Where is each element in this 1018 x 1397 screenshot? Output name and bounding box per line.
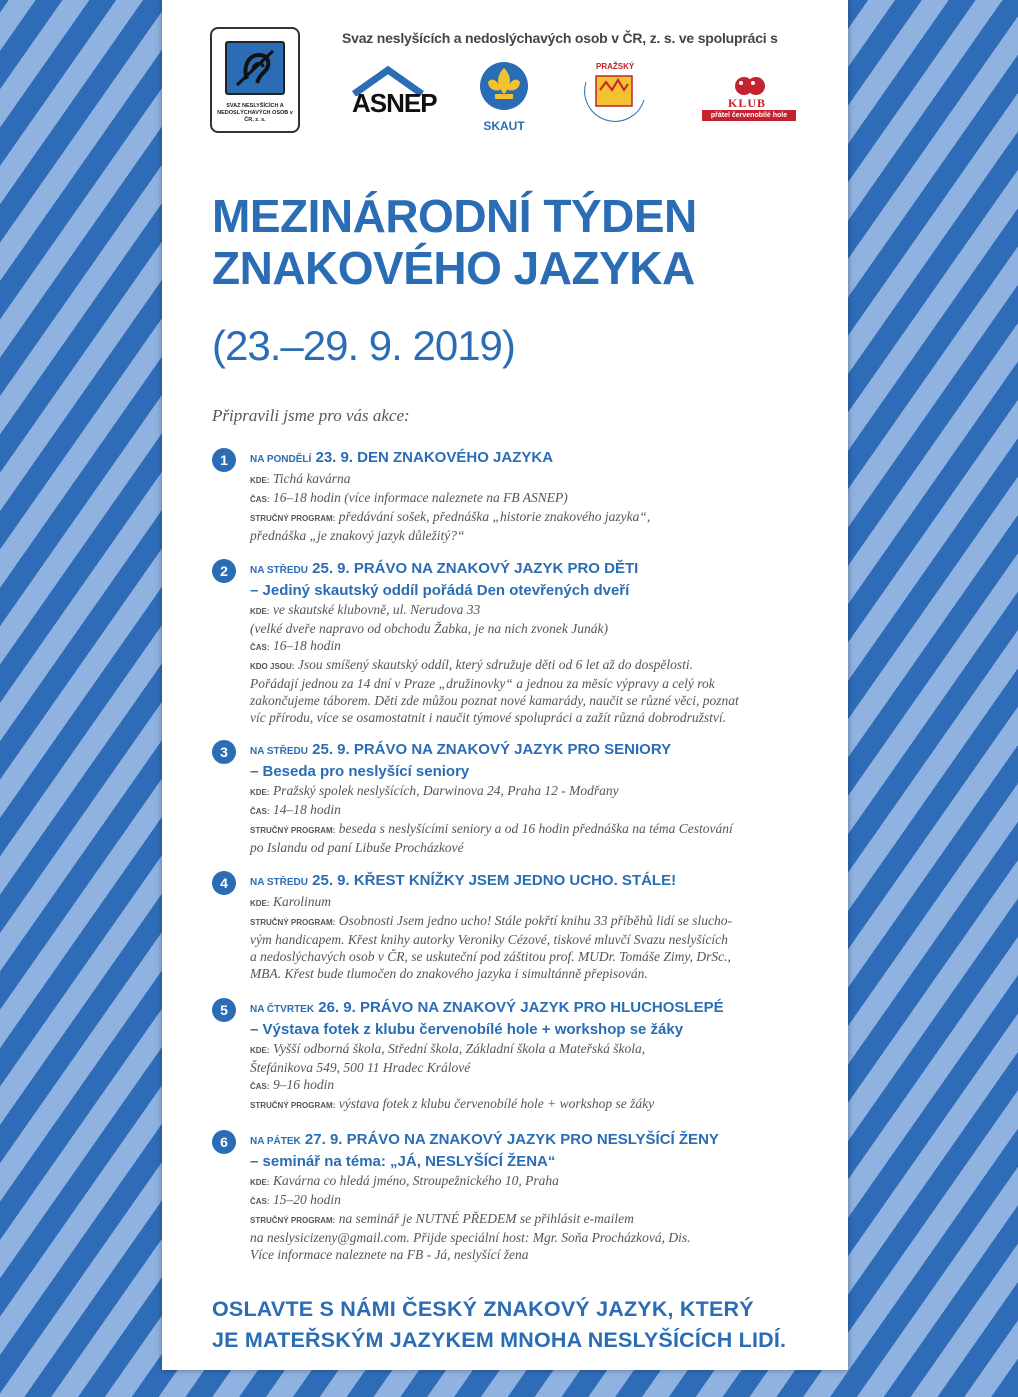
- event-body: [250, 871, 812, 982]
- event-detail-line: [250, 820, 812, 839]
- klub-bar: přátel červenobílé hole: [702, 110, 796, 121]
- event-detail-label: KDE:: [250, 607, 270, 616]
- svaz-logo: [210, 27, 300, 133]
- event-detail-line: [250, 637, 812, 656]
- event-item: [212, 1130, 812, 1263]
- event-heading: [250, 871, 812, 893]
- event-detail-line: [250, 709, 812, 726]
- event-heading-main: 23. 9. DEN ZNAKOVÉHO JAZYKA: [315, 449, 554, 466]
- prazsky-spolek-logo: [578, 60, 652, 134]
- event-detail-line: [250, 1191, 812, 1210]
- klub-wordmark: KLUB: [728, 96, 767, 110]
- event-detail-label: KDO JSOU:: [250, 662, 295, 671]
- event-detail-line: [250, 948, 812, 965]
- event-day: NA ČTVRTEK: [250, 1004, 315, 1015]
- skaut-logo: [476, 60, 532, 133]
- asnep-logo: [350, 66, 437, 124]
- event-detail-text: ve skautské klubovně, ul. Nerudova 33: [272, 602, 481, 617]
- event-detail-text: Karolinum: [272, 894, 331, 909]
- event-detail-line: [250, 508, 812, 527]
- event-heading: [250, 448, 812, 470]
- event-detail-label: ČAS:: [250, 1082, 270, 1091]
- event-item: [212, 448, 812, 544]
- event-detail-label: ČAS:: [250, 495, 270, 504]
- event-heading-main: 25. 9. PRÁVO NA ZNAKOVÝ JAZYK PRO DĚTI: [312, 560, 639, 577]
- event-detail-text: (velké dveře napravo od obchodu Žabka, je na nich zvonek Junák): [250, 621, 609, 636]
- event-detail-text: 9–16 hodin: [272, 1077, 335, 1092]
- event-detail-label: STRUČNÝ PROGRAM:: [250, 1101, 336, 1110]
- event-detail-label: KDE:: [250, 1046, 270, 1055]
- event-detail-line: [250, 782, 812, 801]
- hearing-loop-icon: [225, 41, 285, 95]
- event-number-badge: 4: [212, 871, 236, 895]
- event-detail-line: [250, 470, 812, 489]
- event-detail-label: STRUČNÝ PROGRAM:: [250, 826, 336, 835]
- asnep-wordmark: ASNEP: [352, 88, 437, 118]
- event-detail-line: [250, 656, 812, 675]
- event-subheading: – Beseda pro neslyšící seniory: [250, 763, 470, 780]
- event-number-badge: 6: [212, 1130, 236, 1154]
- event-detail-line: [250, 912, 812, 931]
- event-detail-text: zakončujeme táborem. Děti zde můžou poznat nové kamarády, naučit se různé věci, poznat: [250, 693, 739, 708]
- event-detail-line: [250, 1210, 812, 1229]
- partner-line: Svaz neslyšících a nedoslýchavých osob v ČR, z. s. ve spolupráci s: [342, 30, 778, 46]
- event-detail-text: Kavárna co hledá jméno, Stroupežnického 10, Praha: [272, 1173, 559, 1188]
- event-body: [250, 998, 812, 1114]
- event-heading-main: 25. 9. KŘEST KNÍŽKY JSEM JEDNO UCHO. STÁLE!: [312, 872, 677, 889]
- event-detail-text: beseda s neslyšícími seniory a od 16 hodin přednáška na téma Cestování: [338, 821, 733, 836]
- event-detail-line: [250, 489, 812, 508]
- event-detail-label: ČAS:: [250, 643, 270, 652]
- event-day: NA PÁTEK: [250, 1136, 301, 1147]
- prague-castle-icon: [578, 60, 652, 134]
- event-day: NA STŘEDU: [250, 565, 308, 576]
- event-detail-line: [250, 1095, 812, 1114]
- event-detail-line: [250, 620, 812, 637]
- event-heading: [250, 559, 812, 581]
- event-item: [212, 559, 812, 726]
- event-item: [212, 998, 812, 1114]
- event-item: [212, 871, 812, 982]
- fleur-de-lis-icon: [478, 60, 530, 112]
- event-heading: [250, 740, 812, 762]
- prazsky-wordmark: PRAŽSKÝ: [596, 62, 635, 71]
- event-detail-text: 15–20 hodin: [272, 1192, 341, 1207]
- event-detail-text: po Islandu od paní Libuše Procházkové: [250, 840, 464, 855]
- event-detail-text: výstava fotek z klubu červenobílé hole + workshop se žáky: [338, 1096, 655, 1111]
- event-detail-label: KDE:: [250, 788, 270, 797]
- event-detail-label: ČAS:: [250, 807, 270, 816]
- event-detail-line: [250, 692, 812, 709]
- event-detail-text: přednáška „je znakový jazyk důležitý?“: [250, 528, 465, 543]
- cherries-icon: [733, 72, 767, 98]
- event-number-badge: 1: [212, 448, 236, 472]
- event-detail-line: [250, 675, 812, 692]
- event-detail-text: vým handicapem. Křest knihy autorky Veroniky Cézové, tiskové mluvčí Svazu neslyšících: [250, 932, 728, 947]
- klub-logo: [700, 72, 800, 124]
- event-item: [212, 740, 812, 856]
- event-subheading: – seminář na téma: „JÁ, NESLYŠÍCÍ ŽENA“: [250, 1153, 556, 1170]
- event-detail-text: MBA. Křest bude tlumočen do znakového jazyka i simultánně přepisován.: [250, 966, 648, 981]
- event-detail-line: [250, 965, 812, 982]
- event-day: NA STŘEDU: [250, 877, 308, 888]
- event-detail-text: na neslysicizeny@gmail.com. Přijde speciální host: Mgr. Soňa Procházková, Dis.: [250, 1230, 691, 1245]
- event-detail-text: 14–18 hodin: [272, 802, 341, 817]
- event-detail-text: Pražský spolek neslyšících, Darwinova 24, Praha 12 - Modřany: [272, 783, 619, 798]
- event-detail-text: 16–18 hodin (více informace naleznete na FB ASNEP): [272, 490, 568, 505]
- title-line-1: MEZINÁRODNÍ TÝDEN: [212, 190, 697, 242]
- event-body: [250, 740, 812, 856]
- event-detail-line: [250, 1076, 812, 1095]
- event-detail-text: Osobnosti Jsem jedno ucho! Stále pokřtí knihu 33 příběhů lidí se slucho-: [338, 913, 733, 928]
- event-detail-line: [250, 1059, 812, 1076]
- event-detail-line: [250, 801, 812, 820]
- event-detail-label: KDE:: [250, 1178, 270, 1187]
- event-subheading: – Výstava fotek z klubu červenobílé hole + workshop se žáky: [250, 1021, 684, 1038]
- svaz-logo-text: SVAZ NESLYŠÍCÍCH A NEDOSLÝCHAVÝCH OSOB v ČR, z. s.: [217, 103, 293, 123]
- event-body: [250, 1130, 812, 1263]
- event-detail-text: Pořádají jednou za 14 dní v Praze „družinovky“ a jednou za měsíc výpravy a celý rok: [250, 676, 715, 691]
- event-detail-text: Štefánikova 549, 500 11 Hradec Králové: [250, 1060, 471, 1075]
- event-detail-label: STRUČNÝ PROGRAM:: [250, 1216, 336, 1225]
- event-day: NA PONDĚLÍ: [250, 454, 312, 465]
- event-subheading: – Jediný skautský oddíl pořádá Den otevřených dveří: [250, 582, 630, 599]
- event-detail-line: [250, 839, 812, 856]
- event-detail-label: STRUČNÝ PROGRAM:: [250, 514, 336, 523]
- event-number-badge: 2: [212, 559, 236, 583]
- closing-slogan: [212, 1294, 832, 1356]
- poster-page: [162, 0, 848, 1370]
- event-detail-text: víc přírodu, více se osamostatnit i naučit týmové spolupráci a zažít různá dobrodružství.: [250, 710, 726, 725]
- event-body: [250, 448, 812, 544]
- event-number-badge: 3: [212, 740, 236, 764]
- event-day: NA STŘEDU: [250, 746, 308, 757]
- event-dates: (23.–29. 9. 2019): [212, 322, 515, 369]
- page-title: [212, 190, 832, 294]
- closing-line-1: OSLAVTE S NÁMI ČESKÝ ZNAKOVÝ JAZYK, KTERÝ: [212, 1297, 754, 1321]
- event-heading-main: 25. 9. PRÁVO NA ZNAKOVÝ JAZYK PRO SENIORY: [312, 741, 672, 758]
- event-detail-text: Tichá kavárna: [272, 471, 351, 486]
- event-detail-line: [250, 1172, 812, 1191]
- event-heading-main: 26. 9. PRÁVO NA ZNAKOVÝ JAZYK PRO HLUCHOSLEPÉ: [318, 999, 724, 1016]
- event-detail-text: Jsou smíšený skautský oddíl, který sdružuje děti od 6 let až do dospělosti.: [297, 657, 694, 672]
- event-detail-line: [250, 1246, 812, 1263]
- event-detail-text: Vyšší odborná škola, Střední škola, Základní škola a Mateřská škola,: [272, 1041, 646, 1056]
- event-detail-text: Více informace naleznete na FB - Já, neslyšící žena: [250, 1247, 529, 1262]
- event-detail-label: KDE:: [250, 899, 270, 908]
- event-detail-label: STRUČNÝ PROGRAM:: [250, 918, 336, 927]
- event-detail-text: a nedoslýchavých osob v ČR, se uskuteční pod záštitou prof. MUDr. Tomáše Zimy, DrSc.,: [250, 949, 731, 964]
- event-detail-line: [250, 1040, 812, 1059]
- title-line-2: ZNAKOVÉHO JAZYKA: [212, 242, 695, 294]
- event-number-badge: 5: [212, 998, 236, 1022]
- event-detail-line: [250, 1229, 812, 1246]
- closing-line-2: JE MATEŘSKÝM JAZYKEM MNOHA NESLYŠÍCÍCH LIDÍ.: [212, 1328, 787, 1352]
- intro-text: Připravili jsme pro vás akce:: [212, 406, 410, 425]
- event-heading-main: 27. 9. PRÁVO NA ZNAKOVÝ JAZYK PRO NESLYŠÍCÍ ŽENY: [304, 1131, 719, 1148]
- event-body: [250, 559, 812, 726]
- event-detail-line: [250, 601, 812, 620]
- event-heading: [250, 998, 812, 1020]
- event-detail-text: předávání sošek, přednáška „historie znakového jazyka“,: [338, 509, 651, 524]
- event-detail-label: KDE:: [250, 476, 270, 485]
- event-detail-text: na seminář je NUTNÉ PŘEDEM se přihlásit e-mailem: [338, 1211, 634, 1226]
- event-heading: [250, 1130, 812, 1152]
- event-detail-text: 16–18 hodin: [272, 638, 341, 653]
- event-detail-line: [250, 931, 812, 948]
- event-detail-line: [250, 527, 812, 544]
- skaut-wordmark: SKAUT: [483, 119, 525, 133]
- event-detail-line: [250, 893, 812, 912]
- event-detail-label: ČAS:: [250, 1197, 270, 1206]
